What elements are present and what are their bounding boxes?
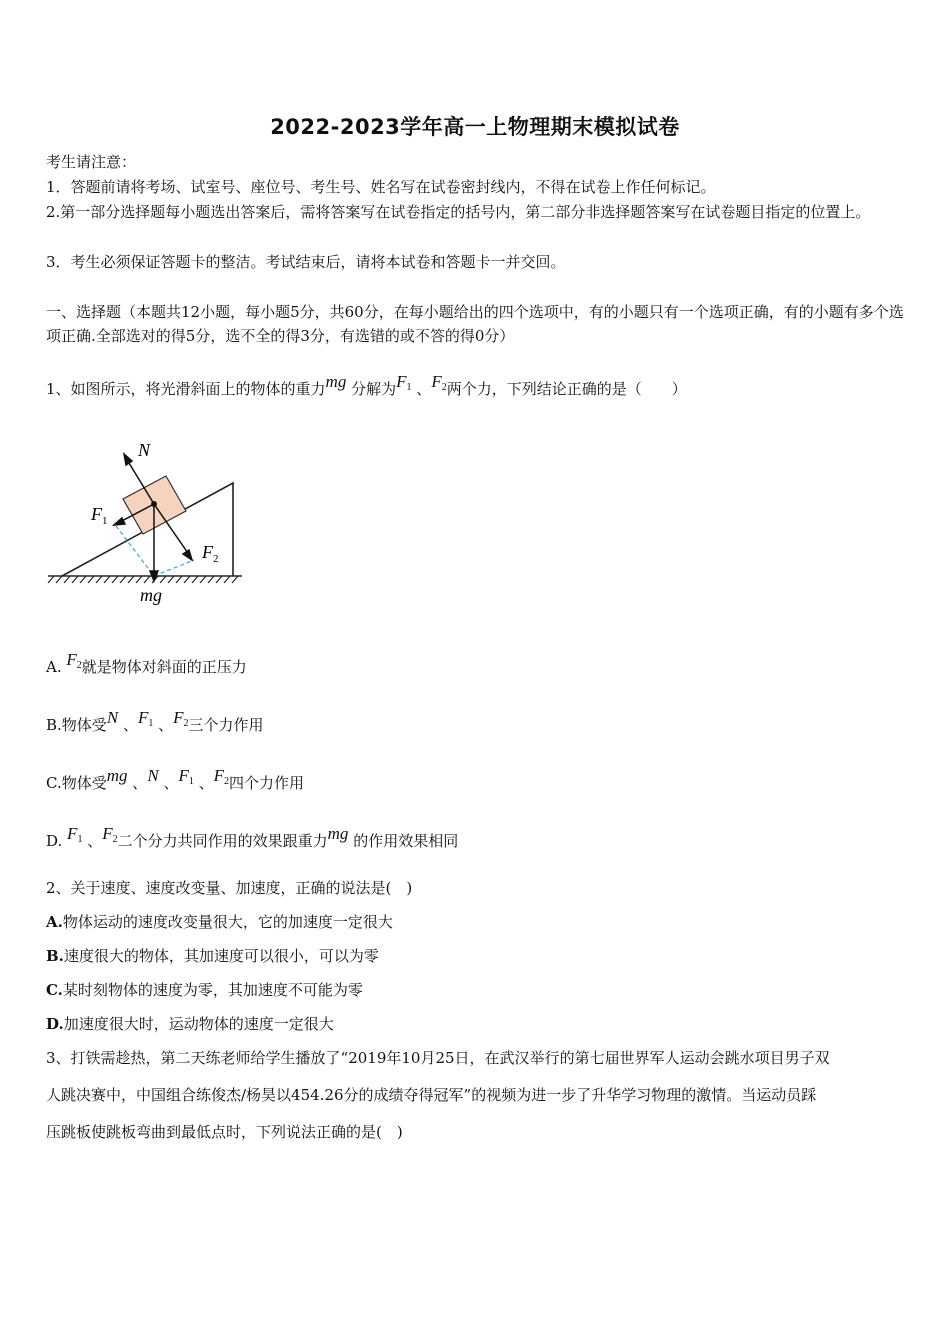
symbol-f2: $F_2$ — [213, 766, 230, 787]
separator: 、 — [198, 774, 214, 792]
symbol-mg: mg — [327, 824, 349, 843]
separator: 、 — [122, 716, 138, 734]
symbol-mg: mg — [325, 372, 347, 391]
q1-option-d-prefix: D. — [46, 832, 63, 850]
q2-option-d: D.加速度很大时，运动物体的速度一定很大 — [46, 1015, 334, 1033]
label-mg: mg — [140, 585, 162, 605]
q2-option-c: C.某时刻物体的速度为零，其加速度不可能为零 — [46, 981, 363, 999]
notice-item-3: 3．考生必须保证答题卡的整洁。考试结束后，请将本试卷和答题卡一并交回。 — [46, 253, 566, 271]
q3-stem-line-2: 人跳决赛中，中国组合练俊杰/杨昊以454.26分的成绩夺得冠军”的视频为进一步了升华学习物理的激情。当运动员踩 — [46, 1086, 817, 1104]
symbol-f2: $F_2$ — [431, 372, 447, 393]
q1-stem-text-3: 两个力，下列结论正确的是（ ） — [446, 380, 687, 398]
symbol-f1: $F_1$ — [396, 372, 412, 393]
q1-option-b-text-2: 三个力作用 — [188, 716, 264, 734]
q1-option-d-text-1: 二个分力共同作用的效果跟重力 — [117, 832, 328, 850]
q1-option-c-text-2: 四个力作用 — [229, 774, 305, 792]
symbol-f2: $F_2$ — [66, 650, 82, 671]
symbol-n: N — [106, 708, 119, 727]
dashed-decomposition — [116, 526, 194, 576]
q1-option-c-text-1: 物体受 — [61, 774, 107, 792]
symbol-f1: $F_1$ — [137, 708, 154, 729]
section-heading: 一、选择题（本题共12小题，每小题5分，共60分，在每小题给出的四个选项中，有的小题只有一个选项正确，有的小题有多个选项正确.全部选对的得5分，选不全的得3分，有选错的或不答的得0分） — [46, 303, 904, 345]
label-F1: $F_1$ — [91, 504, 108, 527]
q1-option-b — [46, 708, 906, 743]
q1-option-a — [46, 650, 906, 685]
q1-option-c — [46, 766, 906, 801]
symbol-mg: mg — [106, 766, 128, 785]
q1-stem-text-1: 1、如图所示，将光滑斜面上的物体的重力 — [46, 380, 326, 398]
q1-stem-sep: 、 — [416, 380, 432, 398]
q1-option-a-prefix: A. — [46, 658, 62, 676]
q1-stem — [46, 372, 906, 407]
incline-figure — [46, 430, 256, 610]
q3-stem-line-3: 压跳板使跳板弯曲到最低点时，下列说法正确的是( ) — [46, 1123, 403, 1141]
q2-option-b: B.速度很大的物体，其加速度可以很小，可以为零 — [46, 947, 379, 965]
q1-option-d-text-2: 的作用效果相同 — [353, 832, 459, 850]
q1-option-b-text-1: 物体受 — [61, 716, 107, 734]
symbol-f1: $F_1$ — [67, 824, 83, 845]
separator: 、 — [163, 774, 179, 792]
label-F2: $F_2$ — [202, 542, 219, 565]
symbol-f2: $F_2$ — [173, 708, 189, 729]
page-title: 2022-2023学年高一上物理期末模拟试卷 — [270, 115, 680, 139]
separator: 、 — [158, 716, 174, 734]
notice-heading: 考生请注意： — [46, 153, 137, 171]
ground-hatch — [48, 576, 242, 583]
q2-stem: 2、关于速度、速度改变量、加速度，正确的说法是( ) — [46, 879, 413, 897]
q1-option-d — [46, 824, 906, 859]
q1-stem-text-2: 分解为 — [351, 380, 397, 398]
q1-option-b-prefix: B. — [46, 716, 62, 734]
symbol-f2: $F_2$ — [102, 824, 118, 845]
separator: 、 — [87, 832, 103, 850]
symbol-n: N — [147, 766, 159, 785]
notice-item-1: 1．答题前请将考场、试室号、座位号、考生号、姓名写在试卷密封线内，不得在试卷上作任何标记。 — [46, 178, 716, 196]
notice-item-2: 2.第一部分选择题每小题选出答案后，需将答案写在试卷指定的括号内，第二部分非选择题答案写在试卷题目指定的位置上。 — [46, 203, 871, 221]
q2-option-a: A.物体运动的速度改变量很大，它的加速度一定很大 — [46, 913, 393, 931]
symbol-f1: $F_1$ — [178, 766, 194, 787]
separator: 、 — [132, 774, 148, 792]
q1-option-c-prefix: C. — [46, 774, 62, 792]
q1-option-a-text: 就是物体对斜面的正压力 — [81, 658, 247, 676]
label-N: N — [138, 440, 151, 460]
q3-stem-line-1: 3、打铁需趁热，第二天练老师给学生播放了“2019年10月25日，在武汉举行的第七届世界军人运动会跳水项目男子双 — [46, 1049, 830, 1067]
